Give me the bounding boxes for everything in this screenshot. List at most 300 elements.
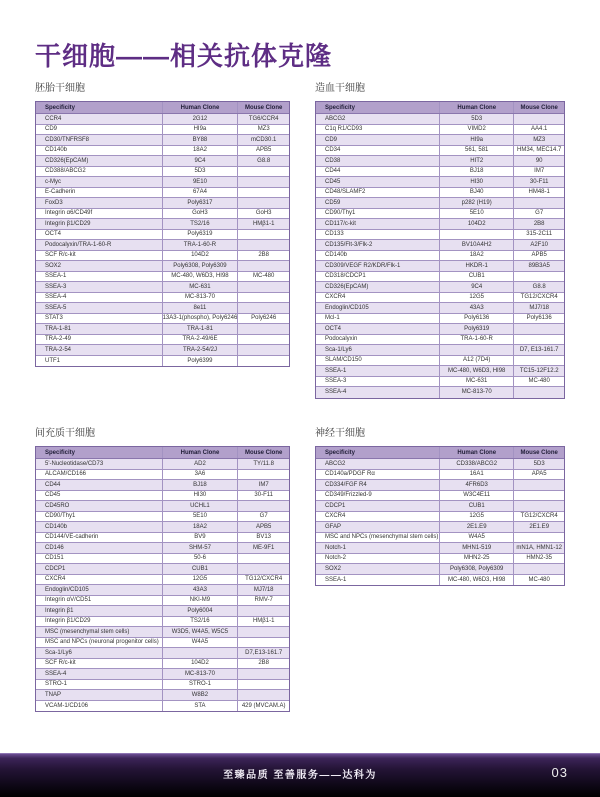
specificity-cell: UTF1	[36, 356, 163, 367]
human-clone-cell: 18A2	[440, 251, 514, 261]
human-clone-cell	[440, 345, 514, 355]
specificity-cell: CD59	[316, 198, 440, 208]
human-clone-cell: 43A3	[440, 303, 514, 313]
mouse-clone-cell	[238, 564, 289, 574]
table-row	[36, 617, 289, 628]
section-label: 造血干细胞	[315, 83, 365, 94]
table-row	[36, 480, 289, 491]
table-header-row	[36, 447, 289, 459]
human-clone-cell: 561, 581	[440, 146, 514, 156]
human-clone-cell: 9C4	[163, 156, 239, 166]
table-row	[36, 501, 289, 512]
human-clone-cell: HI30	[440, 177, 514, 187]
table-row	[316, 198, 564, 209]
human-clone-cell: MC-813-70	[163, 293, 239, 303]
specificity-cell: E-Cadherin	[36, 188, 163, 198]
mouse-clone-cell	[238, 345, 289, 355]
mouse-clone-cell	[238, 638, 289, 648]
human-clone-cell: MC-631	[163, 282, 239, 292]
mouse-clone-cell	[514, 491, 564, 501]
human-clone-cell: Poly6004	[163, 606, 239, 616]
mouse-clone-cell: TG6/CCR4	[248, 115, 279, 122]
table-row	[36, 470, 289, 481]
mouse-clone-cell	[238, 230, 289, 240]
specificity-cell: FoxD3	[36, 198, 163, 208]
table-row	[36, 606, 289, 617]
mouse-clone-cell: MC-480	[253, 273, 275, 280]
specificity-cell: CD140b	[36, 522, 163, 532]
specificity-cell: CD326(EpCAM)	[316, 282, 440, 292]
human-clone-cell: AD2	[163, 459, 239, 469]
antibody-table	[315, 446, 565, 586]
mouse-clone-cell: 2E1.E9	[529, 523, 550, 530]
specificity-cell: 5'-Nucleotidase/CD73	[36, 459, 163, 469]
mouse-clone-cell: TG12/CXCR4	[245, 576, 283, 583]
table-row	[36, 251, 289, 262]
mouse-clone-cell	[238, 470, 289, 480]
human-clone-cell: 8e11	[163, 303, 239, 313]
table-row	[316, 491, 564, 502]
human-clone-cell: BV9	[163, 533, 239, 543]
mouse-clone-cell: GoH3	[255, 210, 272, 217]
human-clone-cell: 12G5	[163, 575, 239, 585]
table-row	[36, 240, 289, 251]
specificity-cell: TNAP	[36, 690, 163, 700]
table-row	[316, 303, 564, 314]
specificity-cell: SSEA-4	[36, 293, 163, 303]
specificity-cell: SOX2	[316, 564, 440, 574]
mouse-clone-cell: APB5	[531, 252, 547, 259]
specificity-cell: Podocalyxin/TRA-1-60-R	[36, 240, 163, 250]
column-header-specificity: Specificity	[36, 447, 163, 458]
specificity-cell: SSEA-3	[36, 282, 163, 292]
table-row	[36, 146, 289, 157]
human-clone-cell: Poly6399	[163, 356, 239, 367]
table-row	[36, 156, 289, 167]
mouse-clone-cell	[238, 335, 289, 345]
human-clone-cell: TS2/16	[163, 617, 239, 627]
table-row	[36, 125, 289, 136]
specificity-cell: VCAM-1/CD106	[36, 701, 163, 712]
mouse-clone-cell: G7	[535, 210, 544, 217]
specificity-cell: MSC and NPCs (neuronal progenitor cells)	[36, 638, 163, 648]
mouse-clone-cell	[238, 282, 289, 292]
table-row	[36, 596, 289, 607]
table-row	[36, 543, 289, 554]
human-clone-cell: TS2/16	[163, 219, 239, 229]
human-clone-cell: 18A2	[163, 146, 239, 156]
human-clone-cell: p282 (H19)	[440, 198, 514, 208]
mouse-clone-cell: RMV-7	[254, 597, 273, 604]
human-clone-cell: MHN2-25	[440, 554, 514, 564]
human-clone-cell: 12G5	[440, 512, 514, 522]
mouse-clone-cell	[238, 669, 289, 679]
column-header-specificity: Specificity	[316, 447, 440, 458]
table-row	[36, 533, 289, 544]
table-body	[36, 114, 289, 366]
human-clone-cell: TRA-1-60-R	[440, 335, 514, 345]
specificity-cell: CD388/ABCG2	[36, 167, 163, 177]
specificity-cell: c-Myc	[36, 177, 163, 187]
section-neural-stem-cells	[315, 428, 565, 586]
table-row	[36, 575, 289, 586]
mouse-clone-cell: 30-F11	[254, 492, 273, 499]
mouse-clone-cell	[238, 501, 289, 511]
table-row	[316, 564, 564, 575]
table-row	[36, 198, 289, 209]
specificity-cell: CD45RO	[36, 501, 163, 511]
table-row	[36, 167, 289, 178]
specificity-cell: CD44	[316, 167, 440, 177]
table-row	[316, 135, 564, 146]
human-clone-cell: GoH3	[163, 209, 239, 219]
mouse-clone-cell	[238, 188, 289, 198]
human-clone-cell: W8B2	[163, 690, 239, 700]
table-row	[316, 230, 564, 241]
table-row	[36, 261, 289, 272]
table-row	[36, 701, 289, 712]
mouse-clone-cell: 2B8	[258, 660, 270, 667]
mouse-clone-cell: MJ7/18	[253, 586, 274, 593]
specificity-cell: SSEA-3	[316, 377, 440, 387]
mouse-clone-cell	[238, 627, 289, 637]
table-row	[316, 356, 564, 367]
mouse-clone-cell: D7,E13-161.7	[245, 649, 283, 656]
specificity-cell: CD140b	[316, 251, 440, 261]
column-header-specificity: Specificity	[316, 102, 440, 113]
table-row	[36, 638, 289, 649]
specificity-cell: CD90/Thy1	[316, 209, 440, 219]
specificity-cell: Integrin α6/CD49f	[36, 209, 163, 219]
specificity-cell: CD334/FGF R4	[316, 480, 440, 490]
specificity-cell: Integrin β1/CD29	[36, 219, 163, 229]
mouse-clone-cell: HMN2-35	[526, 555, 553, 562]
table-row	[316, 366, 564, 377]
mouse-clone-cell: TG12/CXCR4	[520, 294, 558, 301]
human-clone-cell: 9C4	[440, 282, 514, 292]
mouse-clone-cell: HM48-1	[528, 189, 550, 196]
table-row	[36, 324, 289, 335]
mouse-clone-cell: MC-480	[528, 378, 550, 385]
human-clone-cell: 104D2	[163, 251, 239, 261]
human-clone-cell: W4A5	[163, 638, 239, 648]
table-row	[316, 480, 564, 491]
table-row	[36, 335, 289, 346]
section-embryonic-stem-cells	[35, 83, 290, 367]
mouse-clone-cell	[238, 261, 289, 271]
human-clone-cell: BJ40	[440, 188, 514, 198]
specificity-cell: CD34	[316, 146, 440, 156]
specificity-cell: CD133	[316, 230, 440, 240]
mouse-clone-cell: A2F10	[530, 241, 549, 248]
specificity-cell: CD45	[316, 177, 440, 187]
specificity-cell: CXCR4	[316, 512, 440, 522]
human-clone-cell: 5E10	[163, 512, 239, 522]
mouse-clone-cell: 2B8	[533, 220, 545, 227]
specificity-cell: SLAM/CD150	[316, 356, 440, 366]
human-clone-cell: BJ18	[440, 167, 514, 177]
specificity-cell: OCT4	[36, 230, 163, 240]
mouse-clone-cell	[238, 303, 289, 313]
section-mesenchymal-stem-cells	[35, 428, 290, 712]
human-clone-cell: TRA-1-81	[163, 324, 239, 334]
human-clone-cell: W3C4E11	[440, 491, 514, 501]
mouse-clone-cell: 89B3A5	[528, 262, 550, 269]
specificity-cell: TRA-2-54	[36, 345, 163, 355]
human-clone-cell: HI9a	[163, 125, 239, 135]
specificity-cell: SSEA-4	[316, 387, 440, 398]
specificity-cell: CDCP1	[36, 564, 163, 574]
table-body	[36, 459, 289, 711]
specificity-cell: STRO-1	[36, 680, 163, 690]
human-clone-cell: 2G12	[163, 114, 239, 124]
specificity-cell: CD117/c-kit	[316, 219, 440, 229]
page-title: 干细胞——相关抗体克隆	[35, 41, 333, 71]
table-row	[316, 470, 564, 481]
mouse-clone-cell: IM7	[534, 168, 545, 175]
table-row	[36, 522, 289, 533]
table-row	[36, 345, 289, 356]
specificity-cell: Integrin β1/CD29	[36, 617, 163, 627]
human-clone-cell: 13A3-1(phospho), Poly6246	[162, 315, 238, 322]
table-row	[316, 177, 564, 188]
specificity-cell: CD9	[36, 125, 163, 135]
specificity-cell: CD140b	[36, 146, 163, 156]
human-clone-cell: Poly6319	[163, 230, 239, 240]
section-label: 间充质干细胞	[35, 428, 95, 439]
human-clone-cell: CUB1	[163, 564, 239, 574]
column-header-mouse-clone: Mouse Clone	[520, 104, 558, 111]
table-row	[316, 459, 564, 470]
specificity-cell: CCR4	[36, 114, 163, 124]
table-row	[316, 512, 564, 523]
table-row	[316, 272, 564, 283]
human-clone-cell: HKDR-1	[440, 261, 514, 271]
specificity-cell: Integrin β1	[36, 606, 163, 616]
antibody-table	[35, 101, 290, 367]
human-clone-cell: UCHL1	[163, 501, 239, 511]
human-clone-cell: W3D5, W4A5, W5C5	[163, 627, 239, 637]
mouse-clone-cell	[514, 356, 564, 366]
specificity-cell: CD318/CDCP1	[316, 272, 440, 282]
specificity-cell: CD144/VE-cadherin	[36, 533, 163, 543]
table-row	[316, 377, 564, 388]
mouse-clone-cell	[514, 480, 564, 490]
mouse-clone-cell: Poly6246	[251, 315, 277, 322]
human-clone-cell: 5E10	[440, 209, 514, 219]
specificity-cell: Mcl-1	[316, 314, 440, 324]
mouse-clone-cell: MZ3	[533, 136, 546, 143]
table-row	[316, 293, 564, 304]
table-row	[316, 261, 564, 272]
human-clone-cell: MC-480, W6D3, HI98	[440, 575, 514, 586]
mouse-clone-cell: 90	[535, 157, 543, 164]
table-row	[36, 648, 289, 659]
mouse-clone-cell: G8.8	[257, 157, 271, 164]
mouse-clone-cell: 2B8	[258, 252, 270, 259]
table-row	[36, 314, 289, 325]
human-clone-cell: 5D3	[163, 167, 239, 177]
mouse-clone-cell: BV13	[256, 534, 272, 541]
mouse-clone-cell: mN1A, HMN1-12	[516, 544, 563, 551]
human-clone-cell: BJ18	[163, 480, 239, 490]
human-clone-cell: BV10A4H2	[440, 240, 514, 250]
specificity-cell: SSEA-1	[316, 575, 440, 586]
human-clone-cell: Poly6308, Poly6309	[440, 564, 514, 574]
specificity-cell: CD90/Thy1	[36, 512, 163, 522]
column-header-mouse-clone: Mouse Clone	[520, 449, 558, 456]
human-clone-cell: MHN1-519	[440, 543, 514, 553]
mouse-clone-cell: G7	[259, 513, 268, 520]
table-row	[36, 230, 289, 241]
specificity-cell: CD45	[36, 491, 163, 501]
table-row	[36, 564, 289, 575]
human-clone-cell: 9E10	[163, 177, 239, 187]
human-clone-cell: 4FR6D3	[440, 480, 514, 490]
table-row	[36, 554, 289, 565]
mouse-clone-cell	[238, 690, 289, 700]
mouse-clone-cell: Poly6136	[526, 315, 552, 322]
table-row	[316, 125, 564, 136]
table-row	[316, 240, 564, 251]
page-number: 03	[551, 765, 568, 780]
mouse-clone-cell: IM7	[258, 481, 269, 488]
mouse-clone-cell	[238, 680, 289, 690]
section-label: 胚胎干细胞	[35, 83, 85, 94]
table-row	[316, 501, 564, 512]
human-clone-cell: MC-480, W6D3, HI98	[440, 366, 514, 376]
human-clone-cell: 43A3	[163, 585, 239, 595]
human-clone-cell: 16A1	[440, 470, 514, 480]
table-row	[316, 345, 564, 356]
human-clone-cell: 2E1.E9	[440, 522, 514, 532]
specificity-cell: CD151	[36, 554, 163, 564]
table-row	[36, 690, 289, 701]
mouse-clone-cell: ME-9F1	[253, 544, 275, 551]
table-row	[36, 659, 289, 670]
table-row	[316, 156, 564, 167]
mouse-clone-cell: MJ7/18	[529, 304, 550, 311]
specificity-cell: CD44	[36, 480, 163, 490]
table-row	[316, 533, 564, 544]
mouse-clone-cell: MZ3	[257, 126, 270, 133]
mouse-clone-cell: APA5	[531, 471, 547, 478]
mouse-clone-cell	[514, 198, 564, 208]
mouse-clone-cell	[238, 167, 289, 177]
column-header-specificity: Specificity	[36, 102, 163, 113]
human-clone-cell: MC-631	[440, 377, 514, 387]
specificity-cell: Sca-1/Ly6	[36, 648, 163, 658]
table-body	[316, 114, 564, 398]
specificity-cell: GFAP	[316, 522, 440, 532]
table-row	[316, 554, 564, 565]
table-row	[316, 387, 564, 398]
human-clone-cell: A12 (7D4)	[440, 356, 514, 366]
mouse-clone-cell: APB5	[256, 523, 272, 530]
specificity-cell: SSEA-5	[36, 303, 163, 313]
specificity-cell: C1q R1/CD93	[316, 125, 440, 135]
table-header-row	[316, 447, 564, 459]
table-row	[316, 543, 564, 554]
mouse-clone-cell	[514, 324, 564, 334]
mouse-clone-cell: TY/11.8	[253, 460, 274, 467]
human-clone-cell: W4A5	[440, 533, 514, 543]
table-row	[316, 324, 564, 335]
human-clone-cell: 50-6	[163, 554, 239, 564]
mouse-clone-cell	[514, 564, 564, 574]
specificity-cell: CD48/SLAMF2	[316, 188, 440, 198]
specificity-cell: CD30/TNFRSF8	[36, 135, 163, 145]
specificity-cell: SSEA-1	[36, 272, 163, 282]
specificity-cell: MSC (mesenchymal stem cells)	[36, 627, 163, 637]
human-clone-cell: Poly6317	[163, 198, 239, 208]
table-header-row	[316, 102, 564, 114]
table-row	[36, 188, 289, 199]
human-clone-cell: 12G5	[440, 293, 514, 303]
table-row	[36, 114, 289, 125]
specificity-cell: STAT3	[36, 314, 163, 324]
human-clone-cell: CD338/ABCG2	[440, 459, 514, 469]
table-row	[36, 303, 289, 314]
table-row	[316, 575, 564, 586]
mouse-clone-cell	[238, 240, 289, 250]
table-row	[36, 627, 289, 638]
human-clone-cell: MC-813-70	[163, 669, 239, 679]
specificity-cell: Endoglin/CD105	[36, 585, 163, 595]
human-clone-cell: VIMD2	[440, 125, 514, 135]
section-hematopoietic-stem-cells	[315, 83, 565, 399]
human-clone-cell: CUB1	[440, 272, 514, 282]
specificity-cell: Endoglin/CD105	[316, 303, 440, 313]
table-row	[36, 512, 289, 523]
mouse-clone-cell: 315-2C11	[526, 231, 553, 238]
mouse-clone-cell: mCD30.1	[251, 136, 277, 143]
column-header-mouse-clone: Mouse Clone	[245, 104, 283, 111]
human-clone-cell: 5D3	[440, 114, 514, 124]
mouse-clone-cell	[238, 554, 289, 564]
table-row	[316, 522, 564, 533]
specificity-cell: SSEA-4	[36, 669, 163, 679]
table-row	[36, 293, 289, 304]
specificity-cell: Podocalyxin	[316, 335, 440, 345]
table-row	[36, 219, 289, 230]
human-clone-cell: 18A2	[163, 522, 239, 532]
specificity-cell: CXCR4	[36, 575, 163, 585]
specificity-cell: CD309/VEGF R2/KDR/Flk-1	[316, 261, 440, 271]
human-clone-cell: HI30	[163, 491, 239, 501]
page-footer	[0, 753, 600, 797]
specificity-cell: CD38	[316, 156, 440, 166]
human-clone-cell: BY88	[163, 135, 239, 145]
mouse-clone-cell: TG12/CXCR4	[520, 513, 558, 520]
table-row	[316, 188, 564, 199]
specificity-cell: ABCG2	[316, 114, 440, 124]
mouse-clone-cell: HMβ1-1	[252, 618, 275, 625]
specificity-cell: CD326(EpCAM)	[36, 156, 163, 166]
antibody-table	[315, 101, 565, 399]
antibody-table	[35, 446, 290, 712]
human-clone-cell: STRO-1	[163, 680, 239, 690]
mouse-clone-cell: 5D3	[533, 460, 545, 467]
mouse-clone-cell: MC-480	[528, 576, 550, 583]
table-row	[316, 114, 564, 125]
human-clone-cell	[440, 230, 514, 240]
specificity-cell: CXCR4	[316, 293, 440, 303]
specificity-cell: CDCP1	[316, 501, 440, 511]
table-row	[316, 146, 564, 157]
mouse-clone-cell	[514, 387, 564, 398]
mouse-clone-cell: 429 (MVCAM.A)	[241, 702, 286, 709]
